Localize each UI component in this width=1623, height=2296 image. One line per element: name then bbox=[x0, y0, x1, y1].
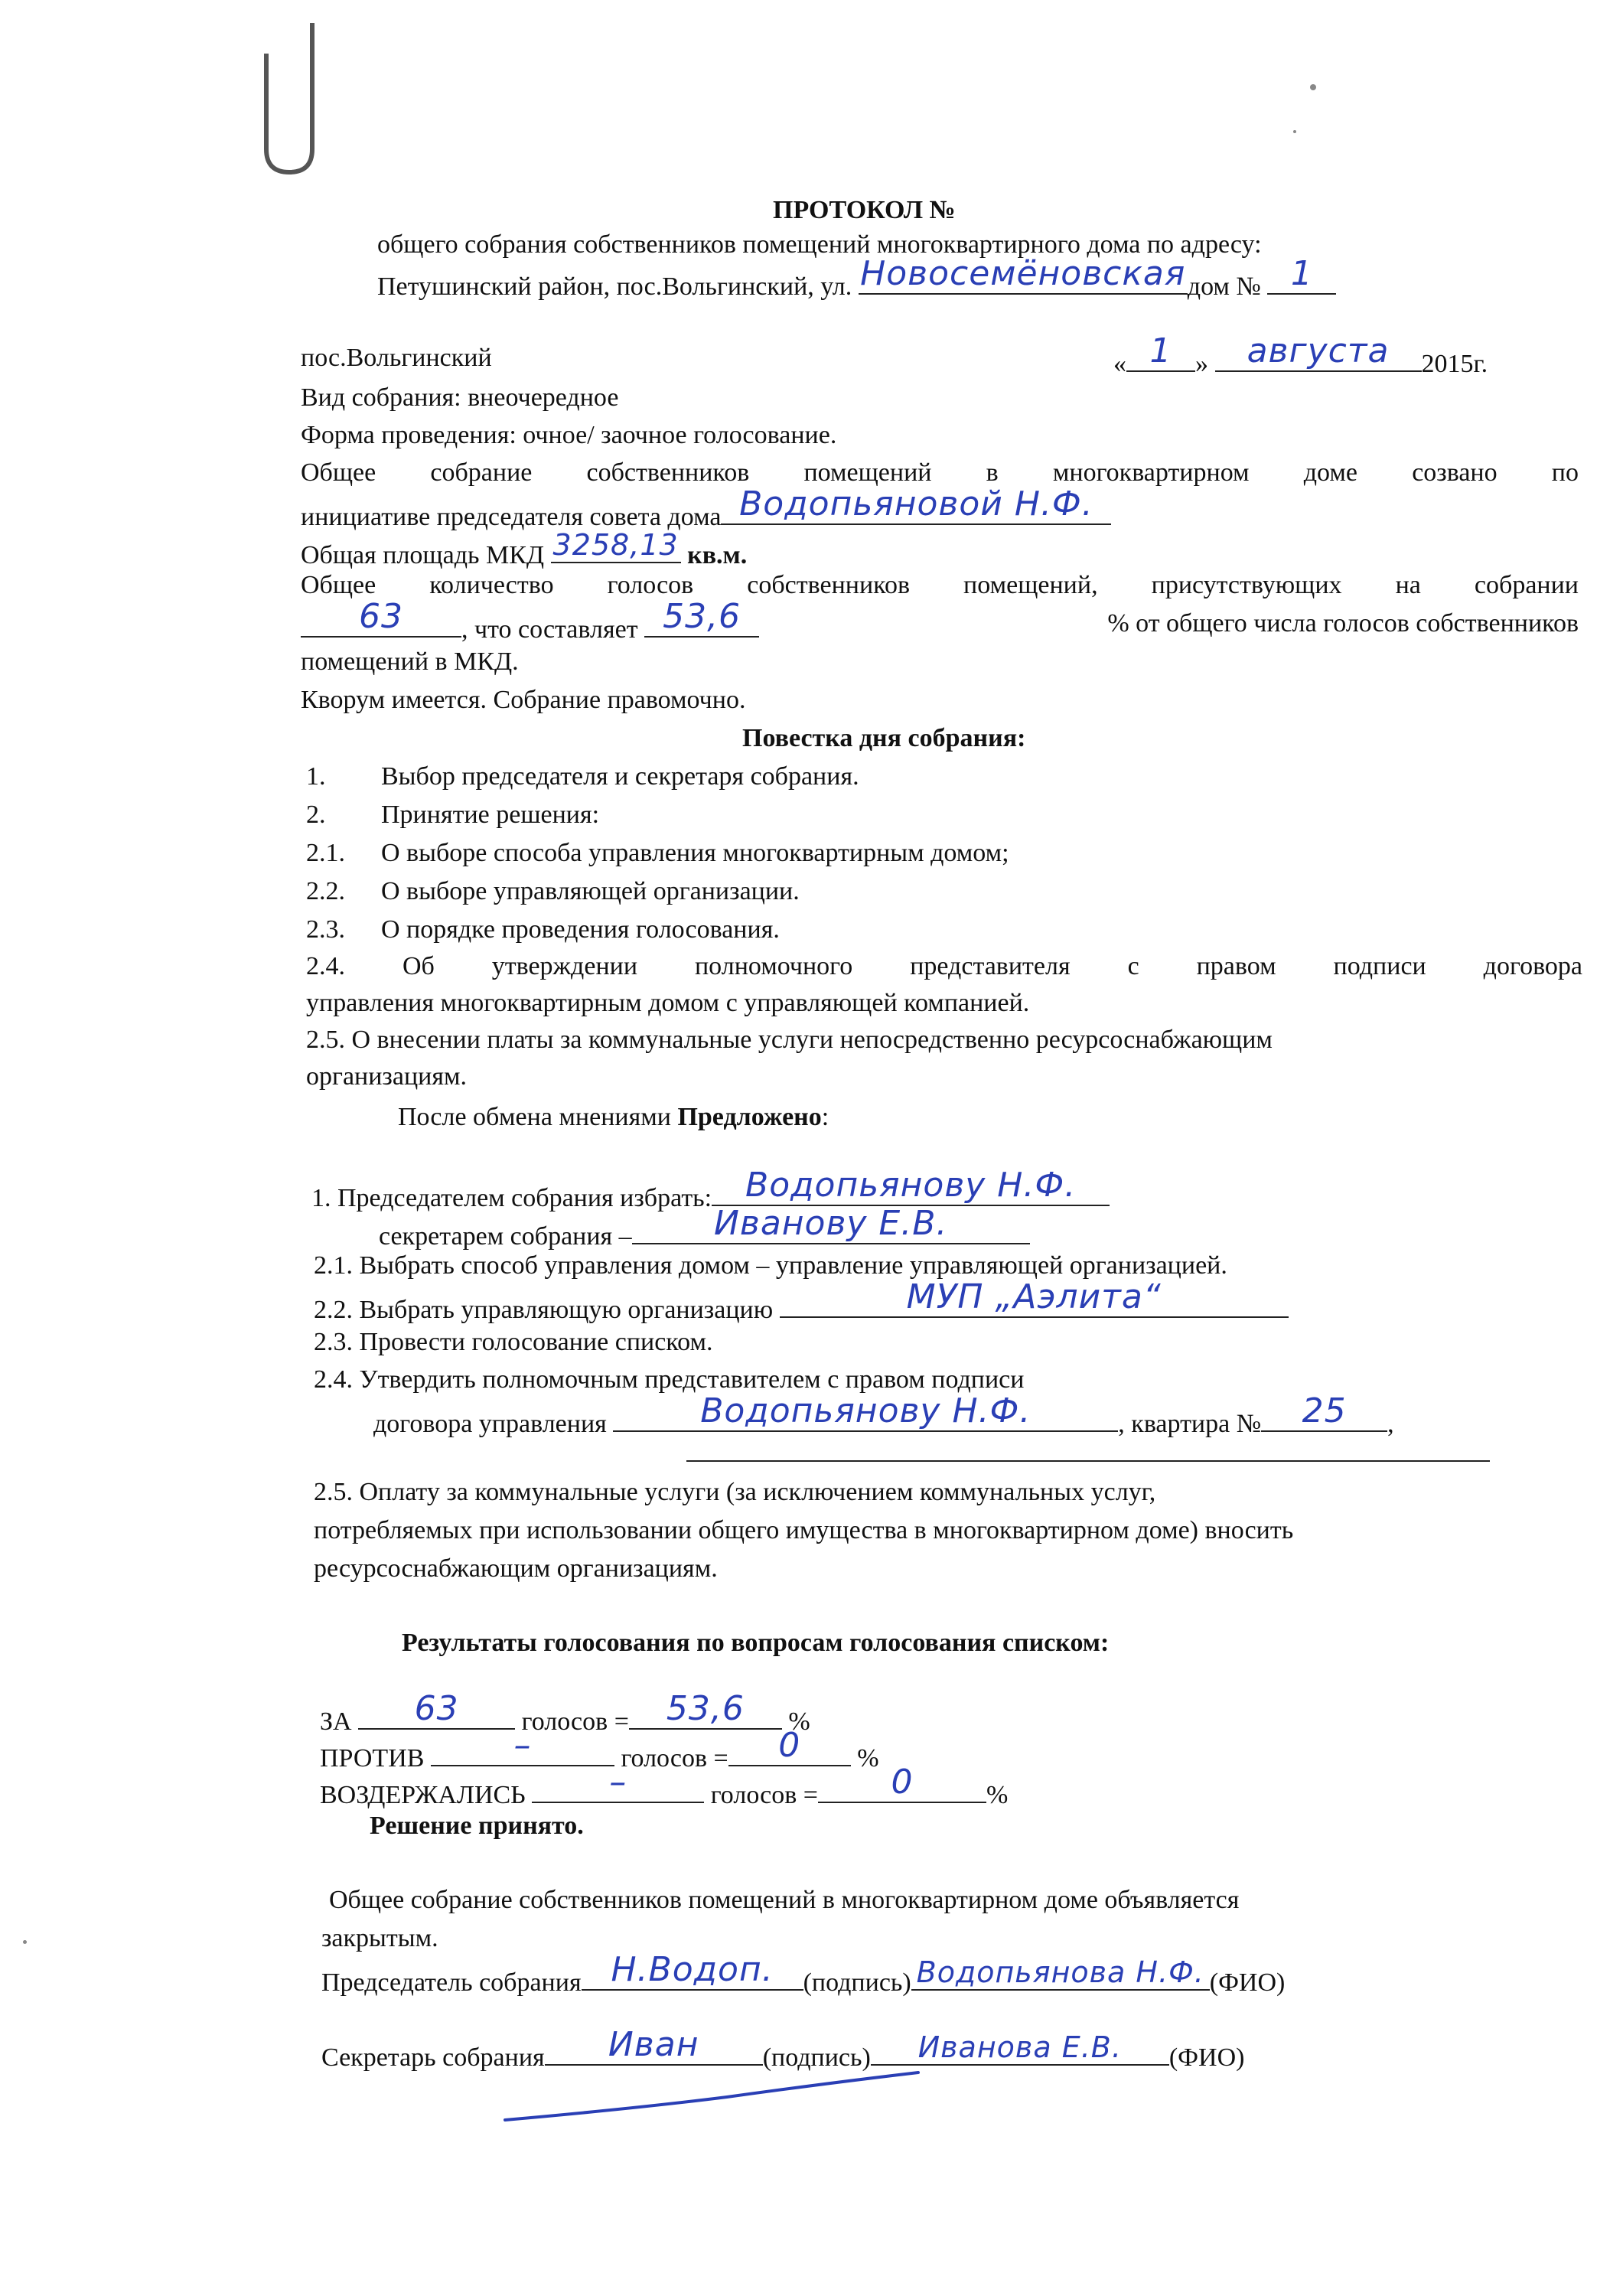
chair-name-handwritten: Водопьянову Н.Ф. bbox=[745, 1166, 1077, 1205]
house-number-handwritten: 1 bbox=[1290, 254, 1313, 294]
initiator-line: Общее собрание собственников помещений в многоквартирном доме созвано по bbox=[301, 458, 1579, 487]
agenda-item-25: 2.5. О внесении платы за коммунальные услуги непосредственно ресурсоснабжающим bbox=[306, 1026, 1273, 1054]
address-line: Петушинский район, пос.Вольгинский, ул. Новосемёновская дом № 1 bbox=[377, 266, 1336, 303]
against-percent-handwritten: 0 bbox=[778, 1726, 801, 1766]
chair-fio-handwritten: Водопьянова Н.Ф. bbox=[916, 1955, 1204, 1990]
initiator-name-line: инициативе председателя совета дома Водопьяновой Н.Ф. bbox=[301, 496, 1111, 533]
speck-mark bbox=[23, 1940, 27, 1944]
signature-flourish bbox=[497, 2066, 926, 2135]
street-handwritten: Новосемёновская bbox=[860, 254, 1186, 294]
secretary-name-handwritten: Иванову Е.В. bbox=[713, 1204, 948, 1244]
agenda-heading: Повестка дня собрания: bbox=[742, 724, 1026, 752]
agenda-item: 2. Принятие решения: bbox=[306, 801, 600, 829]
proposal-23: 2.3. Провести голосование списком. bbox=[314, 1328, 713, 1356]
result-row-for: ЗА 63 голосов = 53,6 % bbox=[320, 1689, 810, 1736]
secretary-signature-handwritten: Иван bbox=[608, 2025, 699, 2065]
for-percent-handwritten: 53,6 bbox=[666, 1689, 745, 1729]
meeting-form: Форма проведения: очное/ заочное голосование. bbox=[301, 421, 837, 449]
proposal-22: 2.2. Выбрать управляющую организацию МУП „Аэлита“ bbox=[314, 1289, 1289, 1326]
quorum-line: Кворум имеется. Собрание правомочно. bbox=[301, 686, 746, 714]
votes-count-handwritten: 63 bbox=[359, 597, 403, 637]
agenda-item: 1. Выбор председателя и секретаря собрания. bbox=[306, 762, 859, 791]
votes-line: Общее количество голосов собственников помещений, присутствующих на собрании bbox=[301, 571, 1579, 599]
results-heading: Результаты голосования по вопросам голосования списком: bbox=[402, 1629, 1110, 1657]
org-name-handwritten: МУП „Аэлита“ bbox=[906, 1277, 1162, 1317]
date-day-handwritten: 1 bbox=[1149, 331, 1172, 371]
proposal-intro: После обмена мнениями Предложено: bbox=[398, 1103, 829, 1131]
agenda-item-24-cont: управления многоквартирным домом с управляющей компанией. bbox=[306, 989, 1030, 1017]
closing-line-cont: закрытым. bbox=[321, 1924, 438, 1952]
blank-line bbox=[686, 1460, 1490, 1462]
agenda-item-25-cont: организациям. bbox=[306, 1062, 467, 1091]
agenda-item-24: 2.4. Об утверждении полномочного представителя с правом подписи договора bbox=[306, 952, 1582, 980]
votes-tail-line: помещений в МКД. bbox=[301, 647, 519, 676]
for-votes-handwritten: 63 bbox=[414, 1689, 459, 1729]
meeting-type: Вид собрания: внеочередное bbox=[301, 383, 619, 412]
proposal-secretary: секретарем собрания – Иванову Е.В. bbox=[379, 1215, 1030, 1253]
protocol-title: ПРОТОКОЛ № bbox=[773, 196, 956, 224]
chair-signature-handwritten: Н.Водоп. bbox=[611, 1950, 774, 1990]
area-handwritten: 3258,13 bbox=[552, 528, 679, 563]
agenda-item: 2.2. О выборе управляющей организации. bbox=[306, 877, 800, 905]
result-row-against: ПРОТИВ – голосов = 0 % bbox=[320, 1726, 879, 1773]
date-line: « 1 » августа 2015г. bbox=[1113, 331, 1488, 378]
date-month-handwritten: августа bbox=[1247, 331, 1390, 371]
proposal-25: 2.5. Оплату за коммунальные услуги (за исключением коммунальных услуг, bbox=[314, 1478, 1156, 1506]
apartment-number-handwritten: 25 bbox=[1302, 1391, 1347, 1431]
against-votes-handwritten: – bbox=[513, 1726, 532, 1766]
proposal-24: 2.4. Утвердить полномочным представителем с правом подписи bbox=[314, 1365, 1025, 1394]
proposal-24-cont: договора управления Водопьянову Н.Ф. , квартира № 25 , bbox=[373, 1391, 1394, 1438]
votes-value-line: 63 , что составляет 53,6 % от общего числа голосов собственников bbox=[301, 608, 1579, 646]
chair-signature-line: Председатель собрания Н.Водоп. (подпись) Водопьянова Н.Ф. (ФИО) bbox=[321, 1950, 1286, 1997]
agenda-item: 2.1. О выборе способа управления многоквартирным домом; bbox=[306, 839, 1009, 867]
speck-mark bbox=[1310, 84, 1316, 90]
proposal-chair: 1. Председателем собрания избрать: Водопьянову Н.Ф. bbox=[311, 1177, 1110, 1215]
proposal-25-cont: потребляемых при использовании общего имущества в многоквартирном доме) вносить bbox=[314, 1516, 1294, 1544]
place-label: пос.Вольгинский bbox=[301, 344, 492, 372]
paper-clip-icon bbox=[253, 8, 344, 184]
secretary-signature-line: Секретарь собрания Иван (подпись) Иванова Е.В. (ФИО) bbox=[321, 2025, 1245, 2072]
proposal-21: 2.1. Выбрать способ управления домом – управление управляющей организацией. bbox=[314, 1251, 1227, 1280]
initiator-name-handwritten: Водопьяновой Н.Ф. bbox=[739, 484, 1093, 524]
closing-line: Общее собрание собственников помещений в многоквартирном доме объявляется bbox=[329, 1886, 1240, 1914]
speck-mark bbox=[1293, 130, 1296, 133]
decision-text: Решение принято. bbox=[370, 1812, 584, 1840]
protocol-subtitle: общего собрания собственников помещений многоквартирного дома по адресу: bbox=[377, 230, 1262, 259]
representative-handwritten: Водопьянову Н.Ф. bbox=[700, 1391, 1031, 1431]
proposal-25-cont: ресурсоснабжающим организациям. bbox=[314, 1554, 718, 1583]
area-line: Общая площадь МКД 3258,13 кв.м. bbox=[301, 528, 748, 569]
result-row-abstain: ВОЗДЕРЖАЛИСЬ – голосов = 0 % bbox=[320, 1763, 1009, 1809]
abstain-votes-handwritten: – bbox=[609, 1763, 627, 1802]
abstain-percent-handwritten: 0 bbox=[891, 1763, 914, 1802]
agenda-item: 2.3. О порядке проведения голосования. bbox=[306, 915, 780, 944]
votes-percent-handwritten: 53,6 bbox=[663, 597, 741, 637]
secretary-fio-handwritten: Иванова Е.В. bbox=[917, 2030, 1122, 2065]
